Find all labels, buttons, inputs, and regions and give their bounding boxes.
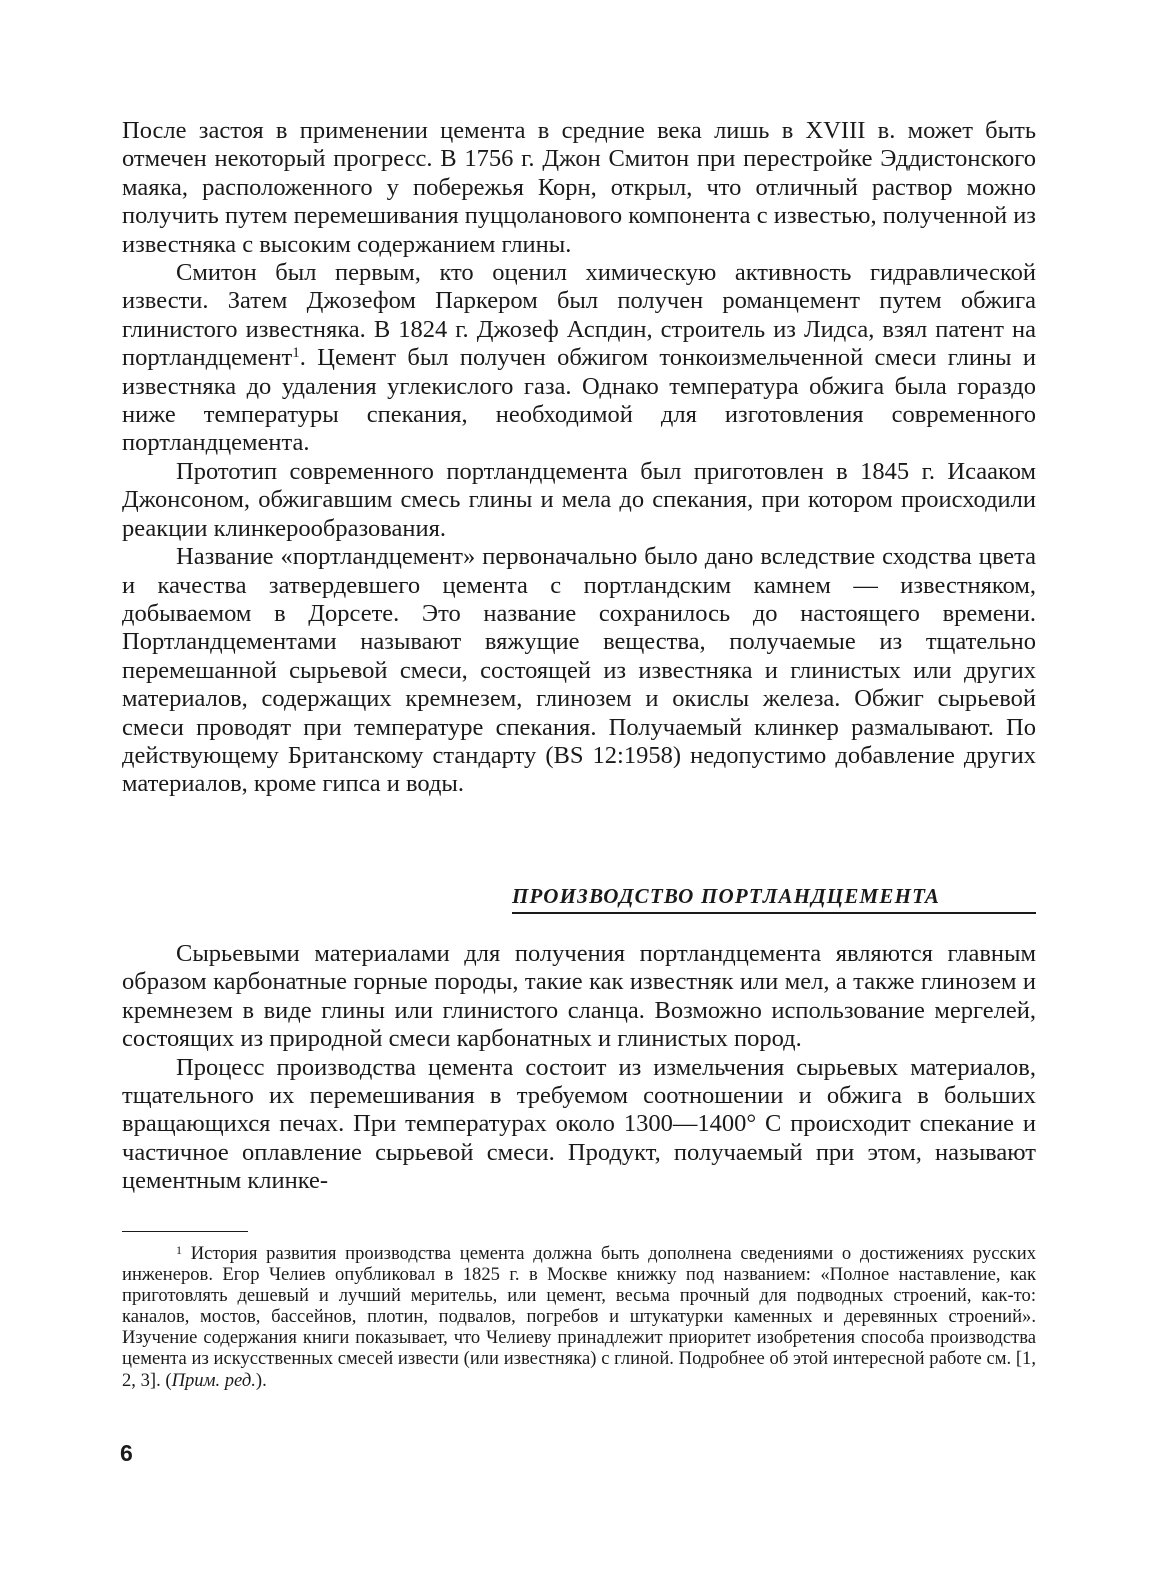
page-number: 6: [120, 1440, 133, 1466]
footnote-mark: 1: [176, 1243, 182, 1257]
paragraph-name-origin: Название «портландцемент» первоначально было дано вследствие сходства цвета и качества затвердевшего цемента с портландским камнем — известняком, добываемом в Дорсете. Это название сохранилось до настоящего времени. Портландцементами называют вяжущие вещества, получаемые из тщательно перемешанной сырьевой смеси, состоящей из известняка и глинистых или других материалов, содержащих кремнезем, глинозем и окислы железа. Обжиг сырьевой смеси проводят при температуре спекания. Получаемый клинкер размалывают. По действующему Британскому стандарту (BS 12:1958) недопустимо добавление других материалов, кроме гипса и воды.: [122, 543, 1036, 798]
history-section: [122, 117, 1036, 799]
production-section: [122, 940, 1036, 1196]
paragraph-stagnation: После застоя в применении цемента в средние века лишь в XVIII в. может быть отмечен некоторый прогресс. В 1756 г. Джон Смитон при перестройке Эддистонского маяка, расположенного у побережья Корн, открыл, что отличный раствор можно получить путем перемешивания пуццоланового компонента с известью, полученной из известняка с высоким содержанием глины.: [122, 117, 1036, 258]
paragraph-smeaton: [122, 259, 1036, 458]
footnote-separator: [122, 1231, 248, 1232]
editor-note-label: Прим. ред.: [171, 1369, 256, 1391]
footnote-reference: 1: [292, 345, 300, 362]
paragraph-process: Процесс производства цемента состоит из измельчения сырьевых материалов, тщательного их перемешивания в требуемом соотношении и обжига в больших вращающихся печах. При температурах около 1300—1400° С происходит спекание и частичное оплавление сырьевой смеси. Продукт, получаемый при этом, называют цементным клинке-: [122, 1053, 1036, 1195]
footnote-paragraph: [122, 1243, 1036, 1391]
footnote: [122, 1243, 1036, 1391]
paragraph-smeaton-part1: Смитон был первым, кто оценил химическую активность гидравлической извести. Затем Джозефом Паркером был получен романцемент путем обжига глинистого известняка. В 1824 г. Джозеф Аспдин, строитель из Лидса, взял патент на портландцемент: [122, 259, 1036, 372]
footnote-close: ).: [255, 1369, 267, 1391]
footnote-text: История развития производства цемента должна быть дополнена сведениями о достижениях русских инженеров. Егор Челиев опубликовал в 1825 г. в Москве книжку под названием: «Полное наставление, как приготовлять дешевый и лучший мерительь, или цемент, весьма прочный для подводных строений, как-то: каналов, мостов, бассейнов, плотин, подвалов, погребов и штукатурки каменных и деревянных строений». Изучение содержания книги показывает, что Челиеву принадлежит приоритет изобретения способа производства цемента из искусственных смесей извести (или известняка) с глиной. Подробнее об этой интересной работе см. [1, 2, 3]. (: [122, 1243, 1036, 1391]
paragraph-raw-materials: Сырьевыми материалами для получения портландцемента являются главным образом карбонатные горные породы, такие как известняк или мел, а также глинозем и кремнезем в виде глины или глинистого сланца. Возможно использование мергелей, состоящих из природной смеси карбонатных и глинистых пород.: [122, 940, 1036, 1053]
section-heading: ПРОИЗВОДСТВО ПОРТЛАНДЦЕМЕНТА: [512, 884, 1036, 914]
paragraph-prototype: Прототип современного портландцемента был приготовлен в 1845 г. Исааком Джонсоном, обжигавшим смесь глины и мела до спекания, при котором происходили реакции клинкерообразования.: [122, 457, 1036, 542]
paragraph-smeaton-part2: . Цемент был получен обжигом тонкоизмельченной смеси глины и известняка до удаления углекислого газа. Однако температура обжига была гораздо ниже температуры спекания, необходимой для изготовления современного портландцемента.: [122, 344, 1036, 457]
